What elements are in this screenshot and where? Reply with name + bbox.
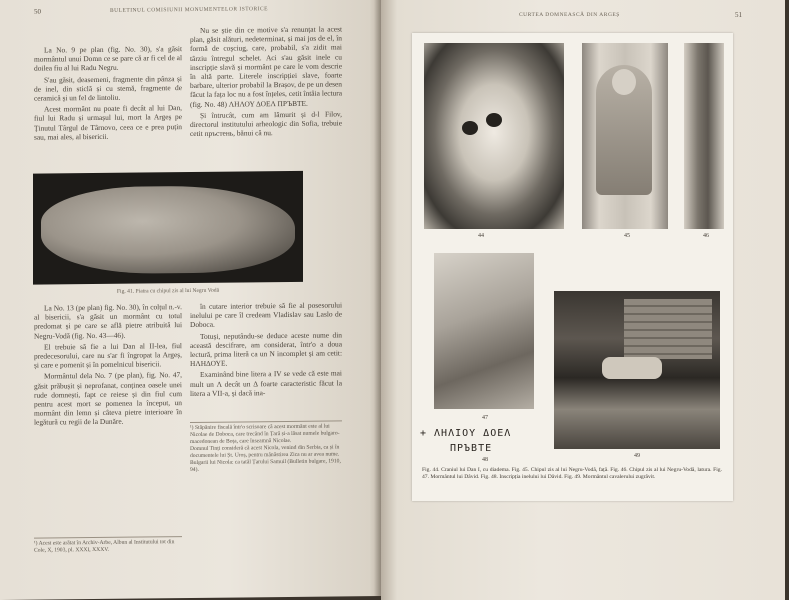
right-column-footnotes [190,420,342,474]
paragraph: La No. 9 pe plan (fig. No. 30), s'a găsit mormântul unui Domn ce se pare că ar fi cel de al doilea fiu al lui Radu Negru. [34,44,182,74]
paragraph: Și întrucât, cum am lămurit și d-l Filov, directorul institutului arheologic din Sofia, trebuie cetit пръстень, bănui că nu. [190,109,342,139]
footnote: Domnul Tinți consideră că acest Nicola, venind din Serbia, ca și în documentele lui Șt. Uroș, pentru mânăstirea Zica nu ar avea nume. [190,444,340,460]
eye-socket [486,113,502,127]
stone-relief-image [41,185,295,275]
eye-socket [462,121,478,135]
photo-relief-side [684,43,724,229]
paragraph: Acest mormânt nu poate fi decât al lui Dan, fiul lui Radu și urmașul lui, mort la Argeș pe Ținutul Târgul de Târnovo, ceea ce e prea puțin sau, mai ales, al bisericii. [34,103,182,142]
figure-stone-relief [33,171,303,285]
paragraph: Mormântul dela No. 7 (pe plan), fig. No. 47, găsit prăbușit și neprofanat, conținea oasele unei rude domnești, fapt ce reiese și din fiul cum pentru acest mort se pomenea la început, un mormânt din lemn și câteva pietre interioare în legătură cu regii de la Dunăre. [34,370,182,428]
left-page-number: 50 [34,7,41,16]
brick-wall [624,299,712,359]
left-footnote: ¹) Acest este arătat în Archiv-Arbe, Albun al Institutului tot din Cole, X, 1903, pl. XXXI, XXXV. [34,536,182,555]
paragraph: Examinând bine litera a IV se vede că este mai mult un Λ decât un Δ foarte caracteristic făcut la litera a VII-a, și dacă ina- [190,368,342,398]
fig-number-45: 45 [624,233,630,239]
photo-tomb [434,253,534,409]
inscription-line-2: ПРЪВТЕ [450,443,493,454]
left-page [0,0,381,600]
paragraph: Nu se știe din ce motive s'a renunțat la acest plan, găsit alături, nedeterminat, și mai jos de el, în formă de coșciug, care, probabil, s'a zidit mai târziu întregul schelet. Aci s'au găsit inele cu inscripție slavă și mormânt pe care le vom descrie în altă parte. Literele inscripției slave, foarte barbare, ulterior probabil la Brașov, de pe un desen făcut la fața loc nu a fost înțeles, cetit întâia lectura (fig. No. 48) ΛΗΛΟΥ ΔΟΕΛ ПРЪВТЕ. [190,24,342,109]
relief-head [612,69,636,95]
photo-plate [412,33,733,501]
left-column-1-bottom [34,302,182,429]
paragraph: Totuși, neputându-se deduce aceste nume din această descifrare, am considerat, într'o a doua lectură, prima literă ca un N incomplet și am cetit: ΗΛΗΔΟΥΕ. [190,330,342,369]
fig-number-46: 46 [703,233,709,239]
footnote: Bulgarii lui Nicola: ca tatăl Țarului Samuil (Bulletin bulgare, 1910, 94). [190,458,341,474]
photo-skull [424,43,564,229]
fig-number-47: 47 [482,415,488,421]
right-running-head: CURTEA DOMNEASCĂ DIN ARGEȘ [519,12,620,18]
skeleton-remains [602,357,662,379]
left-running-head: BULETINUL COMISIUNII MONUMENTELOR ISTORICE [110,6,269,14]
figure-caption: Fig. 41. Piatra cu chipul zis al lui Negru Vodă [116,287,220,295]
right-page-number: 51 [735,11,742,19]
paragraph: La No. 13 (pe plan) fig. No. 30), în colțul n.-v. al bisericii, s'a găsit un mormânt cu totul predomat și pe care se află pietre atribuită lui Negru-Vodă (fig. No. 43—46). [34,302,182,341]
fig-number-49: 49 [634,453,640,459]
photo-knight-tomb [554,291,720,449]
paragraph: în cutare interior trebuie să fie al posesorului inelului pe care îl credeam Vladislav sau Laslo de Doboca. [190,300,342,330]
footnote: ¹) Stăpânire fiscală într'o scrisoare că acest mormânt este al lui Nicolae de Doboca, care trecând în Țară și-a lăsat numele bulgaro-macedonean de Boța, care înseamnă Nicolae. [190,423,340,446]
paragraph: El trebuie să fie a lui Dan al II-lea, fiul predecesorului, care nu s'ar fi îngropat la Argeș, și care e pomenit și în pomelnicul bisericii. [34,340,182,370]
paragraph: S'au găsit, deasemeni, fragmente din pânza și de inel, din sticlă și cu stemă, fragmente de ceramică și un fel de lintoliu. [34,73,182,103]
left-column-1-top [34,44,182,144]
left-column-2-top [190,24,342,140]
fig-number-48: 48 [482,457,488,463]
photo-relief-front [582,43,668,229]
left-column-2-bottom [190,300,342,400]
inscription-line-1: + ΛΗΛΙΟΥ ΔΟΕΛ [420,428,512,439]
plate-caption: Fig. 44. Craniul lui Dan I, cu diadema. Fig. 45. Chipul zis al lui Negru-Vodă, față. Fig. 46. Chipul zis al lui Negru-Vodă, latura. Fig. 47. Mormântul lui Dâvid. Fig. 48. Inscripția inelului lui Dâvid. Fig. 49. Mormântul cavalerului zugrăvit. [422,467,722,480]
fig-number-44: 44 [478,233,484,239]
